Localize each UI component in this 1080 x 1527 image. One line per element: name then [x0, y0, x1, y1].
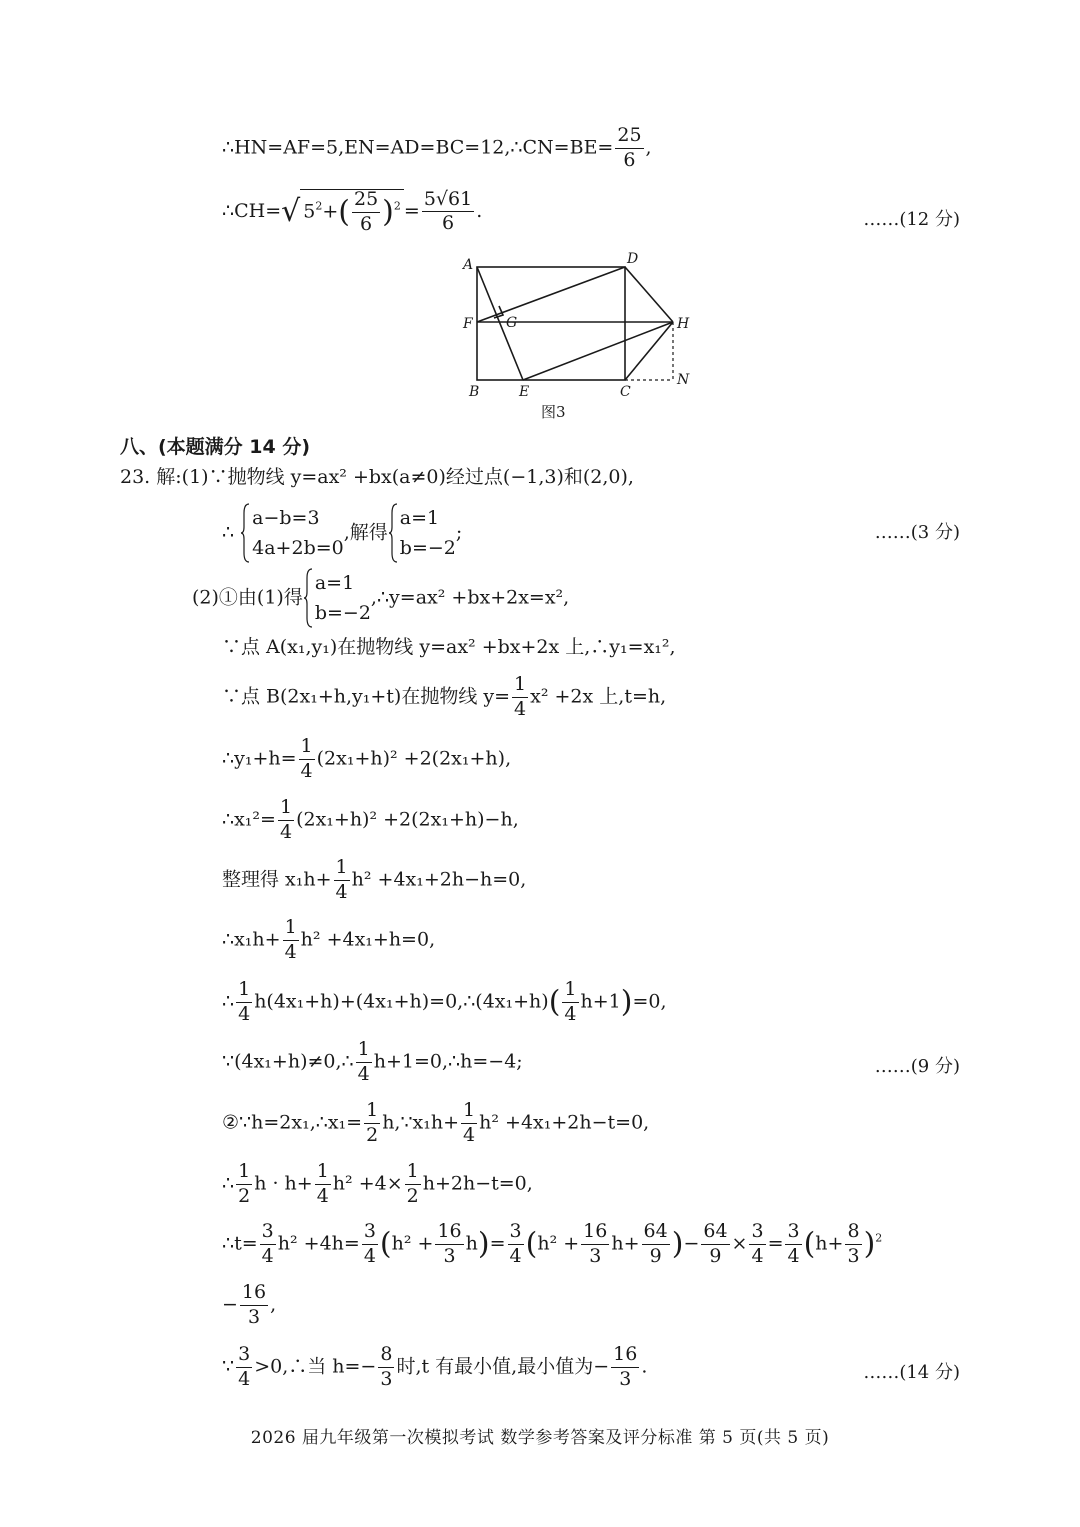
denominator: 4: [564, 1002, 577, 1025]
fraction: [405, 1162, 421, 1207]
fraction: [362, 1222, 378, 1267]
text: h(4x₁+h)+(4x₁+h)=0,∴(4x₁+h): [254, 990, 549, 1013]
geometry-figure: [455, 248, 700, 403]
line-y1: [222, 737, 511, 782]
page-footer: 2026 届九年级第一次模拟考试 数学参考答案及评分标准 第 5 页(共 5 页): [250, 1428, 830, 1448]
text: 整理得 x₁h+: [222, 868, 332, 891]
denominator: 9: [649, 1244, 662, 1267]
numerator: 1: [236, 1162, 252, 1185]
text: h² +: [391, 1232, 434, 1255]
numerator: 1: [334, 858, 350, 881]
line-x1h: [222, 918, 435, 963]
radicand: $5^2+$( $\frac{25}{6}$ )$^2$: [300, 189, 404, 235]
text: h · h+: [254, 1172, 313, 1195]
fraction: [642, 1222, 670, 1267]
numerator: 25: [615, 126, 643, 149]
equation: a=1: [314, 572, 355, 594]
numerator: 8: [845, 1222, 861, 1245]
text: ∴HN=AF=5,EN=AD=BC=12,∴CN=BE=: [222, 136, 614, 159]
denominator: 3: [443, 1244, 456, 1267]
text: h: [465, 1232, 478, 1255]
fraction: [236, 980, 252, 1025]
text: ,: [270, 1293, 277, 1316]
numerator: 25: [352, 190, 380, 213]
numerator: 3: [362, 1222, 378, 1245]
text: ∴: [222, 990, 235, 1013]
line-substitute: [222, 1162, 533, 1207]
text: h+2h−t=0,: [422, 1172, 533, 1195]
numerator: 5√61: [422, 190, 474, 213]
denominator: 4: [463, 1123, 476, 1146]
fraction: [422, 187, 474, 235]
denominator: 4: [316, 1184, 329, 1207]
numerator: 3: [749, 1222, 765, 1245]
denominator: 9: [709, 1244, 722, 1267]
denominator: 4: [514, 697, 527, 720]
line-factor: ∴ $\frac{1}{4}$ h(4x₁+h)+(4x₁+h)=0,∴(4x₁+h)( $\frac{1}{4}$ h+1)=0,: [222, 978, 667, 1025]
text: ∴t=: [222, 1232, 258, 1255]
numerator: 1: [364, 1101, 380, 1124]
label-d: D: [627, 251, 639, 267]
numerator: 16: [240, 1283, 268, 1306]
line-part2: [192, 568, 569, 629]
score-9: ……(9 分): [874, 1056, 960, 1077]
fraction: [461, 1101, 477, 1146]
text: =: [489, 1232, 506, 1255]
section-heading: 八、(本题满分 14 分): [120, 436, 311, 458]
denominator: 4: [238, 1002, 251, 1025]
label-c: C: [620, 384, 631, 400]
label-g: G: [506, 315, 518, 331]
equation: a=1: [399, 507, 440, 529]
equation: 4a+2b=0: [252, 537, 344, 560]
numerator: 16: [581, 1222, 609, 1245]
numerator: 1: [283, 918, 299, 941]
fraction: [334, 858, 350, 903]
text: (2x₁+h)² +2(2x₁+h)−h,: [296, 808, 519, 831]
line-t-continued: [222, 1283, 276, 1328]
text: .: [476, 199, 483, 222]
fraction: [749, 1222, 765, 1267]
text: ;: [455, 521, 463, 544]
label-e: E: [519, 384, 530, 400]
numerator: 1: [512, 675, 528, 698]
numerator: 1: [405, 1162, 421, 1185]
label-n: N: [677, 372, 690, 388]
fraction: [260, 1222, 276, 1267]
fraction: [562, 980, 578, 1025]
text: ×: [731, 1232, 748, 1255]
label-f: F: [463, 316, 473, 332]
numerator: 3: [236, 1345, 252, 1368]
text: ∴y₁+h=: [222, 747, 297, 770]
text: h² +4x₁+h=0,: [300, 928, 436, 951]
equation-system: [303, 568, 371, 629]
text: ∴CH=: [222, 199, 282, 222]
numerator: 1: [562, 980, 578, 1003]
numerator: 1: [299, 737, 315, 760]
text: h² +4x₁+2h−t=0,: [479, 1111, 650, 1134]
text: ∵(4x₁+h)≠0,∴: [222, 1050, 354, 1073]
text: .: [641, 1355, 648, 1378]
text: h² +: [537, 1232, 580, 1255]
fraction: [512, 675, 528, 720]
text: ②∵h=2x₁,∴x₁=: [222, 1111, 363, 1134]
text: >0,∴当 h=−: [254, 1355, 377, 1378]
denominator: 4: [261, 1244, 274, 1267]
fraction: [611, 1345, 639, 1390]
text: 时,t 有最小值,最小值为−: [396, 1355, 610, 1378]
denominator: 3: [589, 1244, 602, 1267]
line-hn: [222, 126, 652, 171]
text: ,: [645, 136, 652, 159]
denominator: 6: [623, 148, 636, 171]
text: ∴: [222, 1172, 235, 1195]
line-case2: [222, 1101, 649, 1146]
denominator: 4: [335, 880, 348, 903]
text: (2)①由(1)得: [192, 586, 303, 609]
text: ∴x₁²=: [222, 808, 276, 831]
fraction: [701, 1222, 729, 1267]
text: h+1: [580, 990, 621, 1013]
line-ch: ∴CH=√ $5^2+$( $\frac{25}{6}$ )$^2$ = $\frac{5√61}{6}$ .: [222, 187, 483, 235]
text: 5: [303, 200, 316, 223]
denominator: 4: [279, 820, 293, 843]
text: h² +4x₁+2h−h=0,: [351, 868, 527, 891]
denominator: 4: [357, 1062, 370, 1085]
fraction: [315, 1162, 331, 1207]
text: ,∴y=ax² +bx+2x=x²,: [370, 586, 570, 609]
fraction: [785, 1222, 801, 1267]
numerator: 64: [701, 1222, 729, 1245]
fraction: [236, 1345, 252, 1390]
label-h: H: [677, 316, 690, 332]
numerator: 16: [611, 1345, 639, 1368]
line-final: [222, 1345, 647, 1390]
denominator: 4: [751, 1244, 764, 1267]
denominator: 3: [619, 1367, 632, 1390]
fraction: [581, 1222, 609, 1267]
numerator: 8: [378, 1345, 394, 1368]
equation: b=−2: [399, 537, 456, 560]
equation: b=−2: [314, 602, 371, 625]
text: ∴x₁h+: [222, 928, 281, 951]
numerator: 1: [461, 1101, 477, 1124]
radical-sign: √: [281, 193, 301, 229]
numerator: 1: [278, 798, 294, 821]
segment-dh: [625, 267, 673, 322]
denominator: 4: [787, 1244, 800, 1267]
label-b: B: [469, 384, 480, 400]
numerator: 3: [508, 1222, 524, 1245]
denominator: 4: [300, 759, 313, 782]
line-t-expression: ∴t= $\frac{3}{4}$ h² +4h= $\frac{3}{4}$ (h² + $\frac{16}{3}$ h)= $\frac{3}{4}$ (h² + $\frac{16}{3}$ h+ $\frac{64}{9}$ )− $\frac{64}{9}$ × $\frac{3}{4}$ = $\frac{3}{4}$ (h+ $\frac{8}{3}$ )$^2$: [222, 1220, 883, 1267]
text: h+: [815, 1232, 844, 1255]
exponent: 2: [875, 1231, 883, 1245]
label-a: A: [463, 257, 474, 273]
denominator: 6: [360, 212, 373, 235]
fraction: [283, 918, 299, 963]
score-14: ……(14 分): [863, 1362, 960, 1383]
numerator: 3: [785, 1222, 801, 1245]
text: ,解得: [343, 521, 388, 544]
fraction: [352, 190, 380, 235]
text: h,∵x₁h+: [382, 1111, 460, 1134]
text: (2x₁+h)² +2(2x₁+h),: [316, 747, 512, 770]
line-point-a: ∵点 A(x₁,y₁)在抛物线 y=ax² +bx+2x 上,∴y₁=x₁²,: [222, 636, 676, 658]
text: =: [767, 1232, 784, 1255]
line-point-b: [222, 675, 666, 720]
fraction: [378, 1345, 394, 1390]
text: ∵点 B(2x₁+h,y₁+t)在抛物线 y=: [222, 685, 511, 708]
numerator: 1: [315, 1162, 331, 1185]
fraction: [845, 1222, 861, 1267]
line-nonzero: [222, 1040, 523, 1085]
fraction: [236, 1162, 252, 1207]
numerator: 1: [356, 1040, 372, 1063]
fraction: [240, 1283, 268, 1328]
fraction: [615, 126, 643, 171]
equation: a−b=3: [252, 507, 320, 529]
denominator: 3: [247, 1305, 261, 1328]
fraction: [278, 798, 294, 843]
text: h+: [611, 1232, 640, 1255]
fraction: [356, 1040, 372, 1085]
segment-fd: [477, 267, 625, 322]
text: h² +4×: [332, 1172, 403, 1195]
denominator: 6: [441, 212, 455, 235]
q23-intro: 23. 解:(1)∵抛物线 y=ax² +bx(a≠0)经过点(−1,3)和(2,0),: [120, 466, 634, 488]
denominator: 4: [509, 1244, 522, 1267]
score-12: ……(12 分): [863, 209, 960, 230]
text: x² +2x 上,t=h,: [530, 685, 667, 708]
score-3: ……(3 分): [874, 522, 960, 543]
fraction: [299, 737, 315, 782]
denominator: 4: [363, 1244, 376, 1267]
fraction: [435, 1222, 463, 1267]
line-system: ∴ a−b=3 4a+2b=0 ,解得 a=1 b=−2 ;: [222, 503, 462, 564]
text: =0,: [632, 990, 667, 1013]
denominator: 2: [238, 1184, 251, 1207]
equation-system: [240, 503, 344, 564]
denominator: 3: [380, 1367, 393, 1390]
denominator: 2: [366, 1123, 379, 1146]
text: ∵: [222, 1355, 235, 1378]
solution-system: [388, 503, 456, 564]
denominator: 2: [406, 1184, 419, 1207]
fraction: [508, 1222, 524, 1267]
line-simplify: [222, 858, 526, 903]
numerator: 64: [642, 1222, 670, 1245]
numerator: 16: [435, 1222, 463, 1245]
text: h+1=0,∴h=−4;: [373, 1050, 523, 1073]
numerator: 1: [236, 980, 252, 1003]
numerator: 3: [260, 1222, 276, 1245]
denominator: 4: [238, 1367, 251, 1390]
text: −: [683, 1232, 700, 1255]
denominator: 3: [847, 1244, 860, 1267]
segment-eh: [523, 322, 673, 380]
text: −: [222, 1293, 238, 1316]
fraction: [364, 1101, 380, 1146]
denominator: 4: [284, 940, 297, 963]
figure-caption: 图3: [541, 403, 566, 421]
line-x1sq: [222, 798, 519, 843]
text: h² +4h=: [277, 1232, 360, 1255]
